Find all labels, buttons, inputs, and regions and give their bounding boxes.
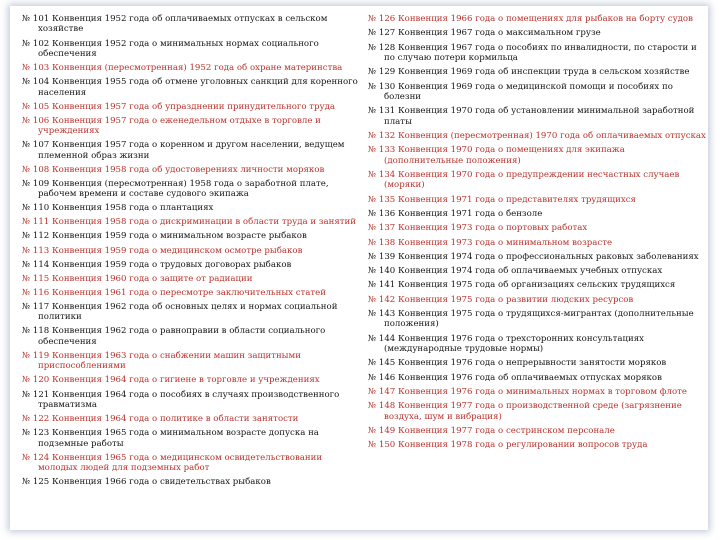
convention-item: № 123 Конвенция 1965 года о минимальном возрасте допуска на подземные работы xyxy=(22,428,319,449)
convention-item: № 108 Конвенция 1958 года об удостоверениях личности моряков xyxy=(22,164,325,175)
convention-item: № 125 Конвенция 1966 года о свидетельствах рыбаков xyxy=(22,477,271,488)
convention-item: № 143 Конвенция 1975 года о трудящихся-мигрантах (дополнительные положения) xyxy=(368,309,694,330)
convention-item: № 144 Конвенция 1976 года о трехсторонних консультациях (международные трудовые нормы) xyxy=(368,333,644,355)
convention-item: № 136 Конвенция 1971 года о бензоле xyxy=(368,209,543,219)
convention-item: № 103 Конвенция (пересмотренная) 1952 года об охране материнства xyxy=(22,63,343,73)
convention-item: № 140 Конвенция 1974 года об оплачиваемых учебных отпусках xyxy=(368,266,663,277)
convention-item: № 128 Конвенция 1967 года о пособиях по инвалидности, по старости и по случаю потери кормильца xyxy=(368,42,697,63)
convention-item: № 141 Конвенция 1975 года об организациях сельских трудящихся xyxy=(368,280,676,291)
convention-item: № 148 Конвенция 1977 года о производственной среде (загрязнение воздуха, шум и вибрация) xyxy=(368,401,682,422)
convention-item: № 142 Конвенция 1975 года о развитии людских ресурсов xyxy=(368,294,634,305)
convention-item: № 112 Конвенция 1959 года о минимальном возрасте рыбаков xyxy=(22,231,307,242)
left-column xyxy=(22,14,360,491)
convention-item: № 101 Конвенция 1952 года об оплачиваемых отпусках в сельском хозяйстве xyxy=(22,14,328,35)
convention-item: № 133 Конвенция 1970 года о помещениях для экипажа (дополнительные положения) xyxy=(368,145,625,166)
convention-item: № 120 Конвенция 1964 года о гигиене в торговле и учреждениях xyxy=(22,375,320,386)
convention-item: № 116 Конвенция 1961 года о пересмотре заключительных статей xyxy=(22,287,326,298)
convention-item: № 126 Конвенция 1966 года о помещениях для рыбаков на борту судов xyxy=(368,14,693,24)
convention-item: № 132 Конвенция (пересмотренная) 1970 года об оплачиваемых отпусках xyxy=(368,131,706,141)
right-column xyxy=(368,14,706,455)
convention-item: № 122 Конвенция 1964 года о политике в области занятости xyxy=(22,414,299,425)
convention-item: № 110 Конвенция 1958 года о плантациях xyxy=(22,203,214,214)
convention-item: № 105 Конвенция 1957 года об упразднении принудительного труда xyxy=(22,101,336,112)
convention-item: № 134 Конвенция 1970 года о предупреждении несчастных случаев (моряки) xyxy=(368,170,680,191)
convention-item: № 106 Конвенция 1957 года о еженедельном отдыхе в торговле и учреждениях xyxy=(22,115,321,137)
convention-item: № 113 Конвенция 1959 года о медицинском осмотре рыбаков xyxy=(22,245,303,256)
convention-item: № 129 Конвенция 1969 года об инспекции труда в сельском хозяйстве xyxy=(368,67,690,78)
slide xyxy=(10,6,708,530)
convention-item: № 127 Конвенция 1967 года о максимальном грузе xyxy=(368,28,601,39)
convention-item: № 119 Конвенция 1963 года о снабжении машин защитными приспособлениями xyxy=(22,350,301,372)
convention-item: № 111 Конвенция 1958 года о дискриминации в области труда и занятий xyxy=(22,217,356,228)
convention-item: № 139 Конвенция 1974 года о профессиональных раковых заболеваниях xyxy=(368,251,699,262)
convention-item: № 135 Конвенция 1971 года о представителях трудящихся xyxy=(368,194,636,205)
convention-item: № 115 Конвенция 1960 года о защите от радиации xyxy=(22,273,253,284)
convention-item: № 107 Конвенция 1957 года о коренном и другом населении, ведущем племенной образ жизни xyxy=(22,140,345,161)
convention-item: № 145 Конвенция 1976 года о непрерывности занятости моряков xyxy=(368,358,667,369)
convention-item: № 147 Конвенция 1976 года о минимальных нормах в торговом флоте xyxy=(368,387,687,398)
convention-item: № 149 Конвенция 1977 года о сестринском персонале xyxy=(368,426,615,437)
convention-item: № 124 Конвенция 1965 года о медицинском освидетельствовании молодых людей для подземных работ xyxy=(22,452,323,474)
convention-item: № 137 Конвенция 1973 года о портовых работах xyxy=(368,223,588,234)
convention-item: № 130 Конвенция 1969 года о медицинской помощи и пособиях по болезни xyxy=(368,81,673,102)
convention-item: № 138 Конвенция 1973 года о минимальном возрасте xyxy=(368,237,613,248)
convention-item: № 146 Конвенция 1976 года об оплачиваемых отпусках моряков xyxy=(368,372,662,383)
convention-item: № 114 Конвенция 1959 года о трудовых договорах рыбаков xyxy=(22,259,292,270)
convention-item: № 121 Конвенция 1964 года о пособиях в случаях производственного травматизма xyxy=(22,389,340,410)
convention-item: № 150 Конвенция 1978 года о регулировании вопросов труда xyxy=(368,440,648,451)
convention-item: № 104 Конвенция 1955 года об отмене уголовных санкций для коренного населения xyxy=(22,77,358,98)
convention-item: № 118 Конвенция 1962 года о равноправии в области социального обеспечения xyxy=(22,326,326,347)
convention-item: № 117 Конвенция 1962 года об основных целях и нормах социальной политики xyxy=(22,301,338,323)
convention-item: № 102 Конвенция 1952 года о минимальных нормах социального обеспечения xyxy=(22,38,319,59)
convention-item: № 131 Конвенция 1970 года об установлении минимальной заработной платы xyxy=(368,106,695,127)
convention-item: № 109 Конвенция (пересмотренная) 1958 года о заработной плате, рабочем времени и составе судового экипажа xyxy=(22,178,329,200)
